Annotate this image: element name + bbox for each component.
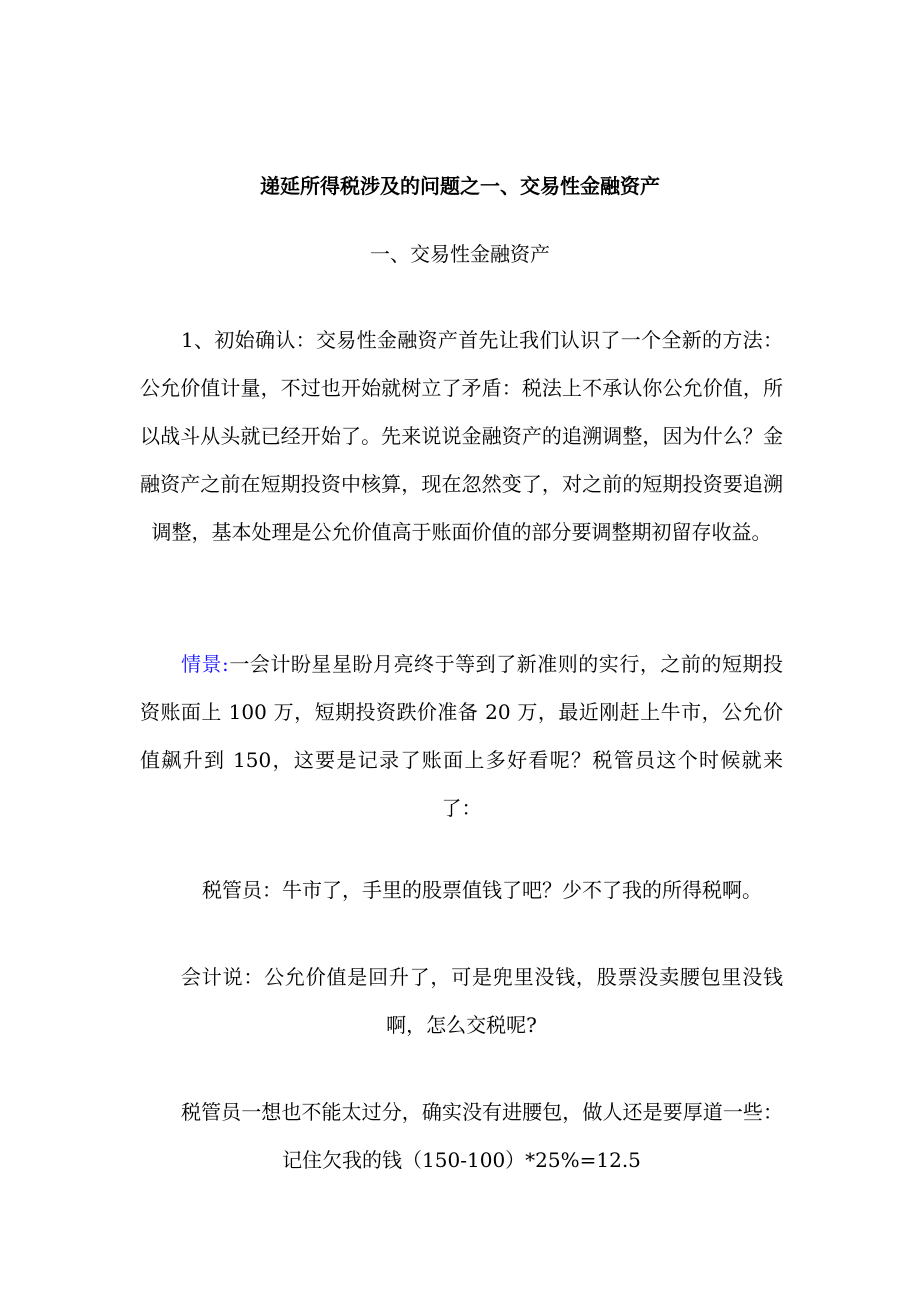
paragraph-tax-officer-2: 税管员一想也不能太过分，确实没有进腰包，做人还是要厚道一些：记住欠我的钱（150-100）*25%=12.5	[181, 1100, 783, 1172]
section-heading: 一、交易性金融资产	[370, 242, 550, 266]
paragraph-accountant-reply: 会计说：公允价值是回升了，可是兜里没钱，股票没卖腰包里没钱啊，怎么交税呢?	[181, 965, 783, 1037]
document-title: 递延所得税涉及的问题之一、交易性金融资产	[260, 174, 660, 198]
paragraph-scenario	[140, 640, 783, 832]
scenario-text: 一会计盼星星盼月亮终于等到了新准则的实行，之前的短期投资账面上 100 万，短期投资跌价准备 20 万，最近刚赶上牛市，公允价值飙升到 150，这要是记录了账面上多好看呢？税管员这个时候就来了：	[140, 652, 783, 820]
scenario-label: 情景:	[181, 652, 229, 676]
paragraph-initial-recognition: 1、初始确认：交易性金融资产首先让我们认识了一个全新的方法：公允价值计量，不过也开始就树立了矛盾：税法上不承认你公允价值，所以战斗从头就已经开始了。先来说说金融资产的追溯调整，因为什么？金融资产之前在短期投资中核算，现在忽然变了，对之前的短期投资要追溯调整，基本处理是公允价值高于账面价值的部分要调整期初留存收益。	[140, 328, 783, 544]
paragraph-tax-officer-1: 税管员：牛市了，手里的股票值钱了吧？少不了我的所得税啊。	[202, 878, 762, 902]
